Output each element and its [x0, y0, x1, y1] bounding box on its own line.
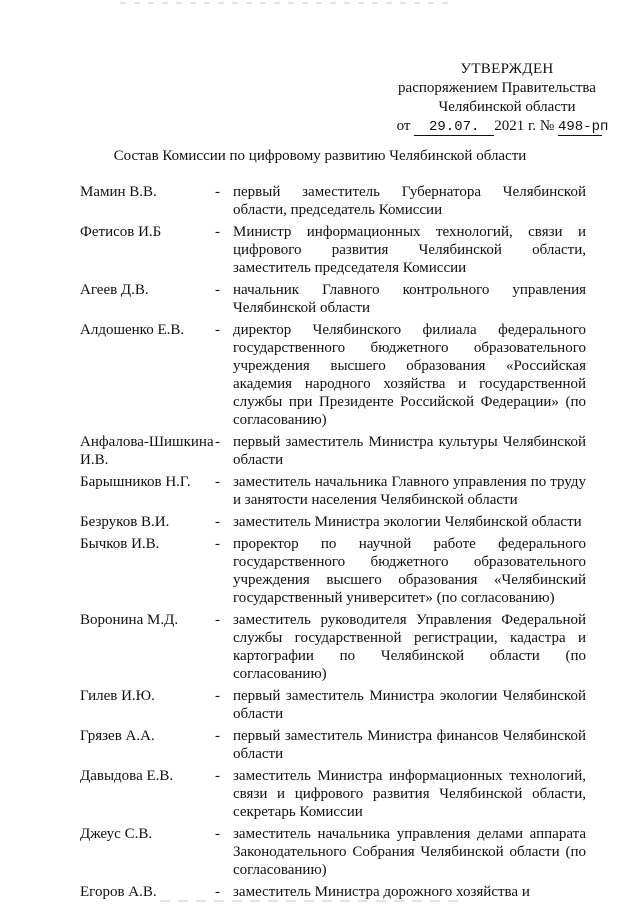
member-dash: - [215, 688, 220, 704]
date-value: 29.07. [414, 119, 494, 136]
member-dash: - [215, 224, 220, 240]
members-list [80, 183, 586, 905]
member-dash: - [215, 184, 220, 200]
member-row [80, 767, 586, 821]
member-name: Гилев И.Ю. [80, 688, 155, 704]
approval-line-order: распоряжением Правительства [398, 80, 596, 96]
member-role: первый заместитель Губернатора Челябинской области, председатель Комиссии [233, 184, 586, 218]
member-role: заместитель Министра дорожного хозяйства и [233, 884, 530, 900]
member-dash: - [215, 728, 220, 744]
member-dash: - [215, 322, 220, 338]
member-name: Давыдова Е.В. [80, 768, 174, 784]
member-row [80, 433, 586, 469]
member-dash: - [215, 474, 220, 490]
approval-line-region: Челябинской области [438, 99, 576, 115]
member-name: Воронина М.Д. [80, 612, 179, 628]
member-dash: - [215, 826, 220, 842]
member-row [80, 183, 586, 219]
member-role: проректор по научной работе федерального государственного бюджетного образовательного учреждения высшего образования «Челябинский государственный университет» (по согласованию) [233, 536, 586, 606]
approval-title: УТВЕРЖДЕН [460, 61, 554, 77]
member-row [80, 473, 586, 509]
approval-stamp-block [352, 60, 609, 136]
member-row [80, 825, 586, 879]
member-name: Фетисов И.Б [80, 224, 162, 240]
member-row [80, 321, 586, 429]
member-name: Агеев Д.В. [80, 282, 149, 298]
member-dash: - [215, 768, 220, 784]
member-name: Бычков И.В. [80, 536, 160, 552]
member-name: Джеус С.В. [80, 826, 153, 842]
scan-artifact [160, 900, 460, 902]
member-dash: - [215, 434, 220, 450]
order-number: 498-рп [558, 119, 609, 135]
member-row [80, 223, 586, 277]
member-dash: - [215, 612, 220, 628]
member-role: заместитель Министра информационных технологий, связи и цифрового развития Челябинской области, секретарь Комиссии [233, 768, 586, 820]
member-role: Министр информационных технологий, связи и цифрового развития Челябинской области, заместитель председателя Комиссии [233, 224, 586, 276]
member-dash: - [215, 884, 220, 900]
member-role: первый заместитель Министра культуры Челябинской области [233, 434, 586, 468]
member-name: Безруков В.И. [80, 514, 170, 530]
member-row [80, 513, 586, 531]
member-dash: - [215, 536, 220, 552]
member-role: начальник Главного контрольного управления Челябинской области [233, 282, 586, 316]
member-role: первый заместитель Министра финансов Челябинской области [233, 728, 586, 762]
scan-artifact [120, 2, 450, 4]
member-row [80, 535, 586, 607]
member-name: Егоров А.В. [80, 884, 157, 900]
member-dash: - [215, 282, 220, 298]
member-role: заместитель начальника Главного управления по труду и занятости населения Челябинской области [233, 474, 586, 508]
member-role: заместитель начальника управления делами аппарата Законодательного Собрания Челябинской области (по согласованию) [233, 826, 586, 878]
member-name: Алдошенко Е.В. [80, 322, 185, 338]
member-role: заместитель руководителя Управления Федеральной службы государственной регистрации, кадастра и картографии по Челябинской области (по согласованию) [233, 612, 586, 682]
approval-date-line [352, 117, 609, 136]
member-row [80, 611, 586, 683]
member-role: первый заместитель Министра экологии Челябинской области [233, 688, 586, 722]
member-row [80, 727, 586, 763]
member-name: Мамин В.В. [80, 184, 157, 200]
date-prefix: от [396, 118, 411, 134]
member-name: Анфалова-Шишкина И.В. [80, 434, 214, 468]
member-name: Барышников Н.Г. [80, 474, 191, 490]
member-role: заместитель Министра экологии Челябинской области [233, 514, 582, 530]
member-role: директор Челябинского филиала федерального государственного бюджетного образовательного учреждения высшего образования «Российская академия народного хозяйства и государственной службы при Президенте Российской Федерации» (по согласованию) [233, 322, 586, 428]
document-title: Состав Комиссии по цифровому развитию Челябинской области [113, 148, 527, 164]
year-text: 2021 г. № [494, 118, 555, 134]
member-row [80, 687, 586, 723]
member-row [80, 883, 586, 901]
member-name: Грязев А.А. [80, 728, 155, 744]
member-dash: - [215, 514, 220, 530]
member-row [80, 281, 586, 317]
